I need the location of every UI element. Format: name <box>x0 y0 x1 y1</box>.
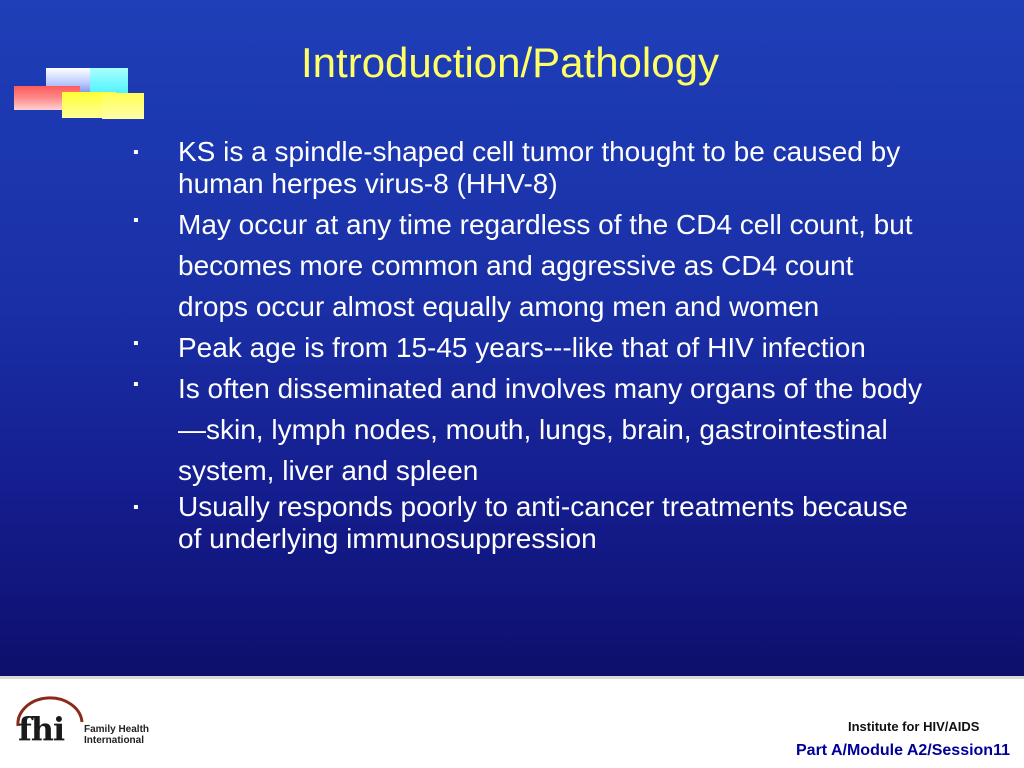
bullet-marker-icon: ▪ <box>133 144 139 161</box>
bullet-list <box>128 136 928 555</box>
bullet-text: Is often disseminated and involves many organs of the body—skin, lymph nodes, mouth, lungs, brain, gastrointestinal system, liver and spleen <box>178 373 922 486</box>
bullet-text: Usually responds poorly to anti-cancer treatments because of underlying immunosuppression <box>178 491 908 554</box>
slide-title: Introduction/Pathology <box>301 39 719 86</box>
bullet-item <box>128 327 928 368</box>
bullet-item <box>128 368 928 491</box>
decorative-block-yellow-light <box>102 93 144 119</box>
institute-label: Institute for HIV/AIDS <box>848 719 980 734</box>
logo-letters: fhi <box>18 710 65 748</box>
bullet-item <box>128 136 928 200</box>
bullet-text: May occur at any time regardless of the CD4 cell count, but becomes more common and aggressive as CD4 count drops occur almost equally among men and women <box>178 209 913 322</box>
bullet-marker-icon: ▪ <box>133 212 139 229</box>
bullet-item <box>128 491 928 555</box>
bullet-text: Peak age is from 15-45 years---like that of HIV infection <box>178 332 866 363</box>
bullet-marker-icon: ▪ <box>133 335 139 352</box>
logo-name-line: International <box>84 735 145 746</box>
bullet-marker-icon: ▪ <box>133 499 139 516</box>
bullet-text: KS is a spindle-shaped cell tumor thought to be caused by human herpes virus-8 (HHV-8) <box>178 136 901 199</box>
session-label: Part A/Module A2/Session11 <box>796 742 1010 759</box>
logo-name-line: Family Health <box>84 724 150 735</box>
bullet-marker-icon: ▪ <box>133 376 139 393</box>
footer-divider <box>0 676 1024 679</box>
logo-organization-name <box>84 724 149 746</box>
bullet-item <box>128 204 928 327</box>
